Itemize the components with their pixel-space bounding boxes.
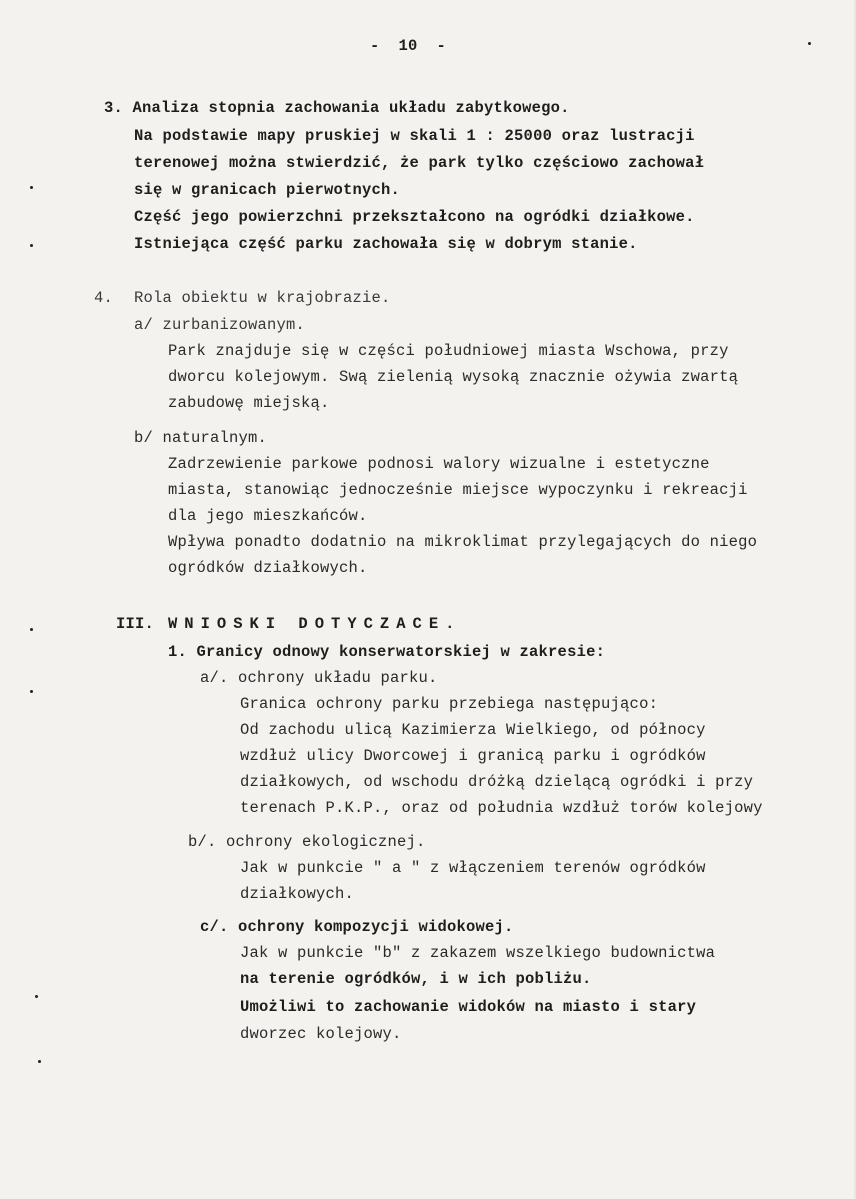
section-4-b-line: Wpływa ponadto dodatnio na mikroklimat przylegających do niego bbox=[168, 533, 758, 551]
section-3-line: się w granicach pierwotnych. bbox=[134, 181, 401, 199]
section-iii-c-label: c/. ochrony kompozycji widokowej. bbox=[200, 918, 514, 936]
section-4-a-line: Park znajduje się w części południowej miasta Wschowa, przy bbox=[168, 342, 729, 360]
section-4-b-line: Zadrzewienie parkowe podnosi walory wizualne i estetyczne bbox=[168, 455, 710, 473]
section-iii-c-line: na terenie ogródków, i w ich pobliżu. bbox=[240, 970, 592, 988]
section-iii-b-line: działkowych. bbox=[240, 885, 355, 903]
section-4-a-line: dworcu kolejowym. Swą zielenią wysoką znacznie ożywia zwartą bbox=[168, 368, 739, 386]
section-3-line: Na podstawie mapy pruskiej w skali 1 : 25000 oraz lustracji bbox=[134, 127, 695, 145]
section-3-heading: 3. Analiza stopnia zachowania układu zabytkowego. bbox=[104, 99, 570, 117]
margin-mark bbox=[35, 995, 38, 998]
section-3-line: Istniejąca część parku zachowała się w dobrym stanie. bbox=[134, 235, 638, 253]
margin-mark bbox=[38, 1060, 41, 1063]
section-4-b-label: b/ naturalnym. bbox=[134, 429, 268, 447]
page-number: - 10 - bbox=[370, 37, 447, 55]
section-iii-a-line: wzdłuż ulicy Dworcowej i granicą parku i ogródków bbox=[240, 747, 706, 765]
margin-mark bbox=[808, 42, 811, 45]
section-iii-a-label: a/. ochrony układu parku. bbox=[200, 669, 438, 687]
section-iii-a-line: Granica ochrony parku przebiega następująco: bbox=[240, 695, 659, 713]
section-4-a-label: a/ zurbanizowanym. bbox=[134, 316, 306, 334]
section-iii-heading: WNIOSKI DOTYCZACE. bbox=[168, 615, 462, 633]
section-3-line: Część jego powierzchni przekształcono na ogródki działkowe. bbox=[134, 208, 695, 226]
section-iii-c-line: Jak w punkcie "b" z zakazem wszelkiego budownictwa bbox=[240, 944, 716, 962]
section-iii-item-1: 1. Granicy odnowy konserwatorskiej w zakresie: bbox=[168, 643, 606, 661]
section-4-number: 4. bbox=[94, 289, 114, 307]
section-4-b-line: ogródków działkowych. bbox=[168, 559, 368, 577]
section-iii-c-line: dworzec kolejowy. bbox=[240, 1025, 402, 1043]
section-iii-b-line: Jak w punkcie " a " z włączeniem terenów ogródków bbox=[240, 859, 706, 877]
section-4-b-line: dla jego mieszkańców. bbox=[168, 507, 368, 525]
section-3-line: terenowej można stwierdzić, że park tylko częściowo zachował bbox=[134, 154, 705, 172]
section-iii-c-line: Umożliwi to zachowanie widoków na miasto i stary bbox=[240, 998, 697, 1016]
section-iii-b-label: b/. ochrony ekologicznej. bbox=[188, 833, 426, 851]
section-4-b-line: miasta, stanowiąc jednocześnie miejsce wypoczynku i rekreacji bbox=[168, 481, 748, 499]
section-4-heading: Rola obiektu w krajobrazie. bbox=[134, 289, 391, 307]
section-iii-a-line: terenach P.K.P., oraz od południa wzdłuż torów kolejowy bbox=[240, 799, 763, 817]
margin-mark bbox=[30, 628, 33, 631]
margin-mark bbox=[30, 186, 33, 189]
section-iii-a-line: działkowych, od wschodu dróżką dzielącą ogródki i przy bbox=[240, 773, 754, 791]
section-iii-number: III. bbox=[116, 615, 155, 633]
section-4-a-line: zabudowę miejską. bbox=[168, 394, 330, 412]
margin-mark bbox=[30, 244, 33, 247]
section-iii-a-line: Od zachodu ulicą Kazimierza Wielkiego, od północy bbox=[240, 721, 706, 739]
margin-mark bbox=[30, 690, 33, 693]
